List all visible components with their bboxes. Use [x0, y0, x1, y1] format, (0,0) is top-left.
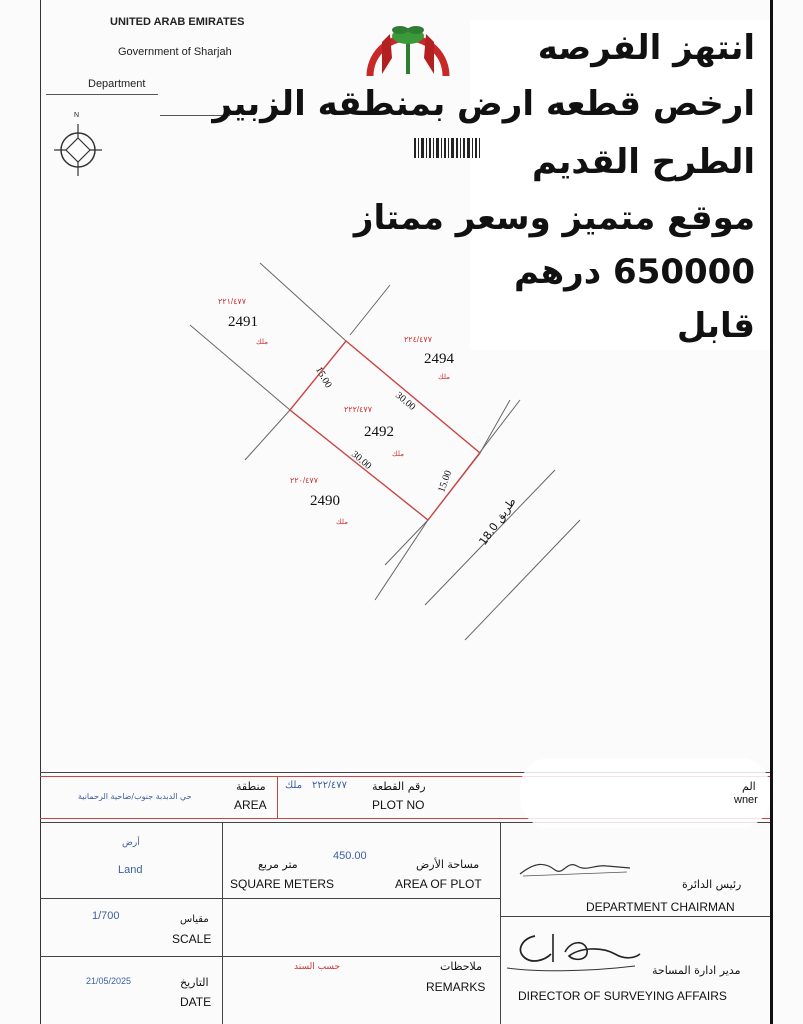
- plot-2491-mark: ملك: [256, 339, 268, 346]
- scale-label-en: SCALE: [172, 932, 212, 946]
- header-government: Government of Sharjah: [118, 46, 232, 58]
- dim-side-a: 15.00: [312, 365, 334, 390]
- road-edge-line: [375, 520, 428, 600]
- table-red-divider: [277, 776, 278, 818]
- remarks-value: حسب السند: [294, 962, 341, 972]
- boundary-line: [350, 285, 390, 335]
- plot-2490-number: 2490: [310, 493, 340, 509]
- boundary-line: [245, 410, 290, 460]
- land-label-ar: أرض: [122, 838, 140, 848]
- director-label-ar: مدير ادارة المساحة: [652, 964, 741, 977]
- dim-side-d: 15.00: [436, 469, 455, 494]
- table-row3-line: [40, 956, 500, 957]
- ad-line-2: ارخص قطعه ارض بمنطقه الزبير: [212, 84, 755, 124]
- ad-price: 650000 درهم: [513, 252, 755, 292]
- sqm-label-en: SQUARE METERS: [230, 877, 335, 891]
- plot-2490-code: ٢٢٠/٤٧٧: [290, 476, 319, 485]
- area-value: حي الدبدبة جنوب/ضاحية الرحمانية: [78, 792, 192, 801]
- area-plot-label-en: AREA OF PLOT: [395, 877, 482, 891]
- dim-side-c: 30.00: [349, 449, 374, 472]
- boundary-line: [480, 400, 510, 453]
- owner-label-en: wner: [734, 794, 758, 806]
- plot-no-label-en: PLOT NO: [372, 798, 425, 812]
- plot-2492-number: 2492: [364, 424, 394, 440]
- plot-2492-mark: ملك: [392, 451, 404, 458]
- north-label: N: [74, 112, 80, 119]
- boundary-line: [260, 263, 346, 341]
- area-plot-label-ar: مساحة الأرض: [416, 858, 480, 871]
- chairman-signature-icon: [515, 852, 635, 882]
- remarks-label-ar: ملاحظات: [440, 960, 482, 973]
- plot-mark-value: ملك: [285, 780, 303, 791]
- land-label-en: Land: [118, 864, 143, 876]
- plot-2491-code: ٢٢١/٤٧٧: [218, 297, 247, 306]
- plot-2494-mark: ملك: [438, 374, 450, 381]
- chairman-label-en: DEPARTMENT CHAIRMAN: [586, 900, 735, 914]
- date-label-en: DATE: [180, 995, 212, 1009]
- ad-line-6: قابل: [676, 306, 755, 346]
- table-col-line: [222, 822, 223, 1024]
- sqm-label-ar: متر مربع: [258, 858, 298, 871]
- table-row2-line: [40, 898, 500, 899]
- plot-2490-mark: ملك: [336, 519, 348, 526]
- ad-line-4: موقع متميز وسعر ممتاز: [353, 198, 755, 238]
- header-department: Department: [88, 78, 146, 90]
- table-sign-line: [500, 916, 770, 917]
- plot-no-label-ar: رقم القطعة: [372, 780, 426, 793]
- date-value: 21/05/2025: [86, 976, 132, 986]
- boundary-line: [385, 520, 428, 565]
- area-label-ar: منطقة: [236, 780, 266, 793]
- header-country: UNITED ARAB EMIRATES: [110, 16, 245, 28]
- owner-label-ar: الم: [742, 780, 756, 793]
- director-label-en: DIRECTOR OF SURVEYING AFFAIRS: [518, 989, 727, 1003]
- ad-line-1: انتهز الفرصه: [537, 28, 755, 68]
- plot-2494-code: ٢٢٤/٤٧٧: [404, 335, 433, 344]
- obscured-area: [520, 758, 770, 828]
- road-label: طريق 18.0: [476, 495, 519, 548]
- director-signature-icon: [505, 928, 645, 976]
- plot-2491-number: 2491: [228, 314, 258, 330]
- plot-code-value: ٢٢٢/٤٧٧: [312, 780, 348, 791]
- plot-2494-number: 2494: [424, 351, 454, 367]
- table-col-line: [500, 822, 501, 1024]
- scale-value: 1/700: [92, 910, 120, 922]
- plot-2492-code: ٢٢٢/٤٧٧: [344, 405, 373, 414]
- boundary-line: [190, 325, 290, 410]
- ad-line-3: الطرح القديم: [532, 142, 755, 182]
- chairman-label-ar: رئيس الدائرة: [682, 878, 742, 891]
- area-number: 450.00: [333, 850, 367, 862]
- date-label-ar: التاريخ: [180, 976, 209, 989]
- scale-label-ar: مقياس: [180, 914, 209, 925]
- remarks-label-en: REMARKS: [426, 980, 486, 994]
- area-label-en: AREA: [234, 798, 267, 812]
- dim-side-b: 30.00: [393, 390, 418, 413]
